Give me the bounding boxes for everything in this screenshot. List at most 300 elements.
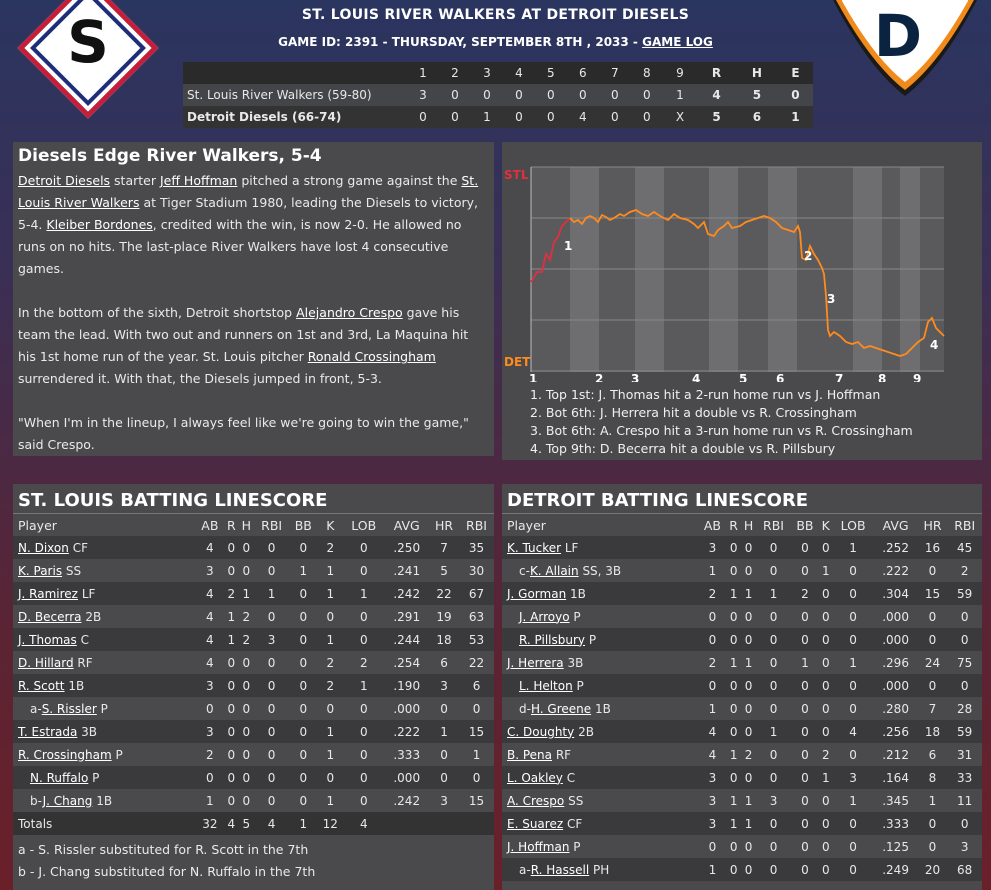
stat-cell: 1 [849, 655, 857, 670]
player-cell [502, 697, 698, 720]
stat-cell: 63 [468, 609, 485, 624]
stat-cell: 2 [708, 586, 717, 601]
stat-cell: 3 [769, 793, 778, 808]
stat-cell: 3 [708, 793, 717, 808]
player-name-link[interactable]: H. Greene [530, 701, 592, 716]
stat-cell: 4 [708, 747, 717, 762]
stat-cell: 22 [468, 655, 485, 670]
player-cell [502, 674, 698, 697]
player-name-link[interactable]: N. Dixon [18, 540, 69, 555]
stat-cell: 0 [267, 747, 276, 762]
player-name-link[interactable]: L. Oakley [507, 770, 563, 785]
player-name-link[interactable]: J. Thomas [18, 632, 77, 647]
stat-cell: 0 [801, 862, 809, 877]
stat-cell: 0 [960, 678, 969, 693]
player-cell [13, 605, 196, 628]
stat-cell: 0 [359, 747, 368, 762]
team-name: St. Louis River Walkers (59-80) [187, 88, 372, 102]
stat-cell: 6 [472, 678, 481, 693]
stat-cell: 0 [359, 540, 368, 555]
stat-cell: 0 [242, 793, 251, 808]
stat-cell: 1 [928, 793, 937, 808]
stl-batting-title: ST. LOUIS BATTING LINESCORE [13, 484, 494, 514]
total-cell-empty [459, 812, 494, 835]
stat-cell: 0 [472, 770, 481, 785]
stat-cell: 6 [440, 655, 448, 670]
player-cell [502, 835, 698, 858]
game-log-link[interactable]: GAME LOG [642, 35, 713, 49]
position-text: SS [65, 563, 82, 578]
stat-cell: 0 [821, 816, 830, 831]
player-row [13, 743, 494, 766]
inning-header: 1 [407, 62, 439, 84]
stat-cell: .125 [882, 839, 909, 854]
errors-total: 1 [791, 110, 800, 124]
story-text: starter [110, 173, 160, 188]
stat-cell: 0 [744, 770, 753, 785]
stat-cell: 0 [299, 609, 308, 624]
stl-sub-notes [13, 835, 494, 883]
player-name-link[interactable]: R. Scott [18, 678, 65, 693]
position-text: SS, 3B [582, 563, 622, 578]
player-cell [502, 766, 698, 789]
stat-cell: 15 [924, 586, 941, 601]
stat-cell: 0 [849, 609, 857, 624]
position-text: LF [564, 540, 579, 555]
substitution-note: b - J. Chang substituted for N. Ruffalo in the 7th [18, 864, 316, 879]
player-row [502, 628, 982, 651]
stat-cell: 0 [729, 701, 738, 716]
position-text: P [573, 839, 581, 854]
stat-cell: 0 [206, 701, 214, 716]
inning-header: 7 [599, 62, 631, 84]
stat-cell: 0 [267, 678, 276, 693]
stat-cell: 0 [299, 586, 308, 601]
stat-cell: 0 [821, 655, 830, 670]
stat-cell: .000 [882, 678, 909, 693]
stat-cell: 0 [227, 724, 236, 739]
stat-cell: 0 [227, 770, 236, 785]
stat-cell: 4 [708, 724, 717, 739]
team-link[interactable]: Detroit Diesels [18, 173, 111, 188]
inning-tick: 8 [878, 372, 887, 382]
stat-cell: 3 [267, 632, 276, 647]
player-name-link[interactable]: K. Tucker [507, 540, 562, 555]
player-name-link[interactable]: J. Gorman [507, 586, 567, 601]
stat-cell: 3 [708, 816, 717, 831]
stat-cell: 0 [769, 563, 778, 578]
stat-cell: 0 [267, 770, 276, 785]
player-cell [502, 651, 698, 674]
col-header: RBI [261, 517, 283, 533]
inning-tick: 2 [595, 372, 604, 382]
sub-prefix: c- [519, 563, 530, 578]
stat-cell: 1 [849, 540, 857, 555]
batting-header-row [13, 514, 494, 536]
stat-cell: 1 [821, 770, 830, 785]
event-note: 1. Top 1st: J. Thomas hit a 2-run home run vs J. Hoffman [530, 387, 881, 402]
team-name: Detroit Diesels (66-74) [187, 110, 342, 124]
inning-score: 4 [579, 110, 587, 124]
inning-tick: 1 [529, 372, 538, 382]
stat-cell: 0 [206, 770, 214, 785]
position-text: PH [593, 862, 610, 877]
stat-cell: 1 [744, 793, 753, 808]
stat-cell: .000 [882, 632, 909, 647]
stat-cell: 0 [440, 701, 448, 716]
inning-score: 0 [642, 88, 651, 102]
total-cell: 5 [239, 812, 255, 835]
stat-cell: 0 [708, 609, 717, 624]
stat-cell: 2 [326, 655, 335, 670]
stat-cell: 1 [708, 701, 717, 716]
stat-cell: 0 [928, 678, 937, 693]
game-subtitle [0, 35, 991, 49]
player-link[interactable]: Ronald Crossingham [307, 349, 436, 364]
stat-cell: .296 [882, 655, 909, 670]
stat-cell: 0 [821, 793, 830, 808]
stl-batting-table [13, 514, 494, 835]
position-text: CF [566, 816, 583, 831]
stat-cell: 0 [744, 563, 753, 578]
player-name-link[interactable]: J. Chang [42, 793, 93, 808]
player-row [502, 835, 982, 858]
inning-score: 0 [451, 110, 459, 124]
inning-header: 8 [631, 62, 663, 84]
stat-cell: 1 [744, 655, 753, 670]
stat-cell: .222 [882, 563, 909, 578]
stat-cell: .241 [393, 563, 421, 578]
player-row [13, 720, 494, 743]
team-link[interactable]: St. Louis River Walkers [18, 173, 479, 210]
inning-score: 3 [419, 88, 427, 102]
stat-cell: 0 [821, 724, 830, 739]
stat-cell: 31 [957, 747, 973, 762]
player-name-link[interactable]: J. Ramirez [18, 586, 78, 601]
inning-score: 0 [483, 88, 491, 102]
batting-header-row [502, 514, 982, 536]
position-text: 3B [567, 655, 584, 670]
inning-score: 1 [676, 88, 684, 102]
col-header: BB [796, 517, 814, 533]
stat-cell: 0 [729, 724, 738, 739]
stat-cell: 0 [821, 540, 830, 555]
stat-cell: 0 [729, 632, 738, 647]
stat-cell: .000 [882, 609, 909, 624]
stat-cell: 15 [468, 724, 485, 739]
player-row [13, 789, 494, 812]
col-header: Player [507, 517, 546, 533]
stat-cell: 0 [242, 563, 251, 578]
player-name-link[interactable]: R. Crossingham [18, 747, 112, 762]
total-cell: 4 [254, 812, 289, 835]
stat-cell: 0 [769, 839, 778, 854]
linescore-header [183, 62, 813, 84]
det-batting-title: DETROIT BATTING LINESCORE [502, 484, 982, 514]
player-row [13, 651, 494, 674]
stat-cell: 0 [744, 701, 753, 716]
stat-cell: 1 [267, 586, 276, 601]
det-label: DET [504, 355, 531, 369]
col-header: LOB [351, 517, 377, 533]
stat-cell: 24 [924, 655, 941, 670]
player-name-link[interactable]: B. Pena [507, 747, 553, 762]
stat-cell: .249 [882, 862, 909, 877]
stat-cell: 0 [729, 770, 738, 785]
runs-total: 5 [712, 110, 721, 124]
stat-cell: 3 [440, 678, 448, 693]
player-name-link[interactable]: J. Arroyo [519, 609, 570, 624]
stat-cell: 2 [206, 747, 214, 762]
stat-cell: 28 [957, 701, 973, 716]
stat-cell: 0 [242, 655, 251, 670]
total-cell-empty [429, 812, 459, 835]
total-cell: 12 [318, 812, 343, 835]
position-text: P [573, 609, 581, 624]
stat-cell: .242 [393, 793, 421, 808]
stat-cell: 4 [206, 609, 214, 624]
stat-cell: 0 [299, 632, 308, 647]
stat-cell: 15 [468, 793, 485, 808]
stat-cell: 1 [326, 586, 335, 601]
stat-cell: 2 [359, 655, 368, 670]
stat-cell: 0 [440, 770, 448, 785]
sub-prefix [18, 771, 30, 785]
stat-cell: 0 [708, 839, 717, 854]
player-link[interactable]: Kleiber Bordones [46, 217, 153, 232]
player-name-link[interactable]: D. Becerra [18, 609, 82, 624]
stat-cell: .164 [882, 770, 909, 785]
stat-cell: 35 [468, 540, 485, 555]
stat-cell: 0 [821, 586, 830, 601]
game-story [13, 142, 494, 456]
stat-cell: 1 [729, 655, 738, 670]
inning-tick: 5 [739, 372, 748, 382]
stat-cell: 3 [849, 770, 857, 785]
player-name-link[interactable]: A. Crespo [507, 793, 565, 808]
stat-cell: 16 [924, 540, 941, 555]
away-team-line [183, 84, 813, 106]
player-row [502, 812, 982, 835]
inning-header: 2 [439, 62, 471, 84]
player-cell [502, 605, 698, 628]
stat-cell: 0 [821, 609, 830, 624]
stat-cell: 0 [744, 540, 753, 555]
inning-header: 4 [503, 62, 535, 84]
stat-cell: 0 [729, 563, 738, 578]
total-cell: 32 [196, 812, 225, 835]
stat-cell: 0 [769, 678, 778, 693]
sub-prefix [507, 679, 519, 693]
col-header: LOB [840, 517, 866, 533]
sub-prefix: d- [519, 701, 531, 716]
stat-cell: 3 [206, 678, 214, 693]
stat-cell: 1 [326, 632, 335, 647]
player-name-link[interactable]: T. Estrada [18, 724, 78, 739]
stat-cell: 0 [729, 839, 738, 854]
col-header: AVG [882, 517, 909, 533]
player-name-link[interactable]: N. Ruffalo [30, 770, 89, 785]
player-link[interactable]: Alejandro Crespo [296, 305, 403, 320]
stat-cell: 0 [801, 793, 809, 808]
col-header: R [729, 517, 738, 533]
stat-cell: 2 [242, 632, 251, 647]
stat-cell: 0 [299, 793, 308, 808]
player-name-link[interactable]: K. Paris [18, 563, 63, 578]
stat-cell: 1 [744, 816, 753, 831]
position-text: P [588, 632, 597, 647]
sub-prefix [507, 633, 519, 647]
stat-cell: 0 [729, 609, 738, 624]
stat-cell: 0 [801, 632, 809, 647]
player-cell [13, 743, 196, 766]
stat-cell: 0 [849, 586, 857, 601]
away-logo-letter: S [67, 8, 109, 76]
stat-cell: 0 [849, 632, 857, 647]
inning-score: 0 [451, 88, 459, 102]
player-name-link[interactable]: D. Hillard [18, 655, 74, 670]
stat-cell: 0 [769, 747, 778, 762]
stat-cell: 0 [708, 678, 717, 693]
stat-cell: .244 [393, 632, 421, 647]
stat-cell: 75 [957, 655, 973, 670]
stat-cell: 0 [744, 862, 753, 877]
story-paragraph [18, 170, 489, 280]
sub-prefix: b- [30, 793, 43, 808]
stat-cell: 2 [326, 540, 335, 555]
stat-cell: 0 [227, 540, 236, 555]
stat-cell: 3 [708, 770, 717, 785]
player-name-link[interactable]: K. Allain [529, 563, 579, 578]
stl-batting-rows [13, 536, 494, 835]
win-probability-chart [502, 142, 982, 382]
col-header: BB [294, 517, 312, 533]
stat-cell: 0 [821, 839, 830, 854]
col-header: RBI [466, 517, 487, 533]
story-text: In the bottom of the sixth, Detroit shortstop [18, 305, 297, 320]
player-name-link[interactable]: C. Doughty [507, 724, 575, 739]
col-header: Player [18, 517, 57, 533]
stat-cell: 18 [436, 632, 452, 647]
stat-cell: 0 [928, 632, 937, 647]
position-text: LF [81, 586, 96, 601]
col-header: H [743, 517, 754, 533]
position-text: P [100, 701, 108, 716]
stat-cell: 1 [359, 586, 368, 601]
substitution-note: a - S. Rissler substituted for R. Scott in the 7th [18, 842, 309, 857]
total-cell: 1 [289, 812, 318, 835]
stat-cell: 0 [849, 563, 857, 578]
stat-cell: .000 [393, 770, 421, 785]
stat-cell: 2 [242, 609, 251, 624]
stat-cell: 0 [769, 632, 778, 647]
player-cell [502, 582, 698, 605]
stat-cell: 0 [769, 540, 778, 555]
stat-cell: 0 [729, 678, 738, 693]
stat-cell: .250 [393, 540, 421, 555]
stat-cell: 0 [227, 678, 236, 693]
player-cell [13, 582, 196, 605]
position-text: 1B [570, 586, 586, 601]
stat-cell: 6 [928, 747, 937, 762]
position-text: 2B [85, 609, 102, 624]
player-name-link[interactable]: S. Rissler [41, 701, 97, 716]
player-cell [502, 536, 698, 559]
player-row [13, 605, 494, 628]
stat-cell: 0 [801, 678, 809, 693]
inning-score: 0 [610, 88, 619, 102]
position-text: 3B [81, 724, 98, 739]
player-name-link[interactable]: E. Suarez [507, 816, 564, 831]
stat-cell: 3 [206, 724, 214, 739]
stat-cell: .254 [393, 655, 421, 670]
stat-cell: 3 [206, 563, 214, 578]
stat-cell: 0 [299, 724, 308, 739]
stat-cell: 0 [299, 540, 308, 555]
col-header: AVG [393, 517, 420, 533]
inning-header: 9 [663, 62, 697, 84]
player-name-link[interactable]: R. Pillsbury [519, 632, 586, 647]
stat-cell: 0 [729, 862, 738, 877]
player-name-link[interactable]: J. Hoffman [507, 839, 570, 854]
position-text: 1B [594, 701, 611, 716]
position-text: CF [72, 540, 88, 555]
player-cell [13, 720, 196, 743]
stat-cell: 0 [769, 816, 778, 831]
stat-cell: 0 [801, 563, 809, 578]
stat-cell: 0 [769, 655, 778, 670]
position-text: P [115, 747, 123, 762]
stat-cell: 0 [744, 724, 753, 739]
player-name-link[interactable]: L. Helton [519, 678, 573, 693]
stat-cell: 0 [849, 816, 857, 831]
stat-cell: 3 [960, 839, 969, 854]
player-name-link[interactable]: R. Hassell [530, 862, 590, 877]
stat-cell: 1 [729, 747, 738, 762]
story-headline: Diesels Edge River Walkers, 5-4 [18, 146, 322, 166]
inning-score: 0 [547, 88, 555, 102]
story-quote: "When I'm in the lineup, I always feel like we're going to win the game," said Crespo. [18, 415, 469, 452]
player-row [502, 651, 982, 674]
stat-cell: 59 [957, 586, 973, 601]
stat-cell: 0 [821, 632, 830, 647]
player-cell [13, 674, 196, 697]
player-name-link[interactable]: J. Herrera [507, 655, 564, 670]
player-row [13, 582, 494, 605]
story-text: at Tiger Stadium 1980, leading the Diesels to victory, 5-4. [18, 195, 478, 232]
player-row [13, 536, 494, 559]
stat-cell: 0 [267, 563, 276, 578]
sub-prefix [507, 610, 519, 624]
stat-cell: 30 [468, 563, 485, 578]
player-link[interactable]: Jeff Hoffman [159, 173, 238, 188]
stat-cell: .280 [882, 701, 909, 716]
stat-cell: 53 [468, 632, 485, 647]
stat-cell: 5 [440, 563, 448, 578]
stat-cell: 4 [849, 724, 857, 739]
stat-cell: 0 [299, 747, 308, 762]
player-row [502, 858, 982, 881]
total-cell: 4 [343, 812, 384, 835]
player-cell [13, 766, 196, 789]
inning-score: 0 [642, 110, 651, 124]
stat-cell: 0 [744, 632, 753, 647]
runs-header: R [697, 62, 736, 84]
stat-cell: 0 [849, 747, 857, 762]
stat-cell: 0 [729, 540, 738, 555]
stat-cell: 1 [729, 816, 738, 831]
event-note: 4. Top 9th: D. Becerra hit a double vs R. Pillsbury [530, 441, 836, 456]
